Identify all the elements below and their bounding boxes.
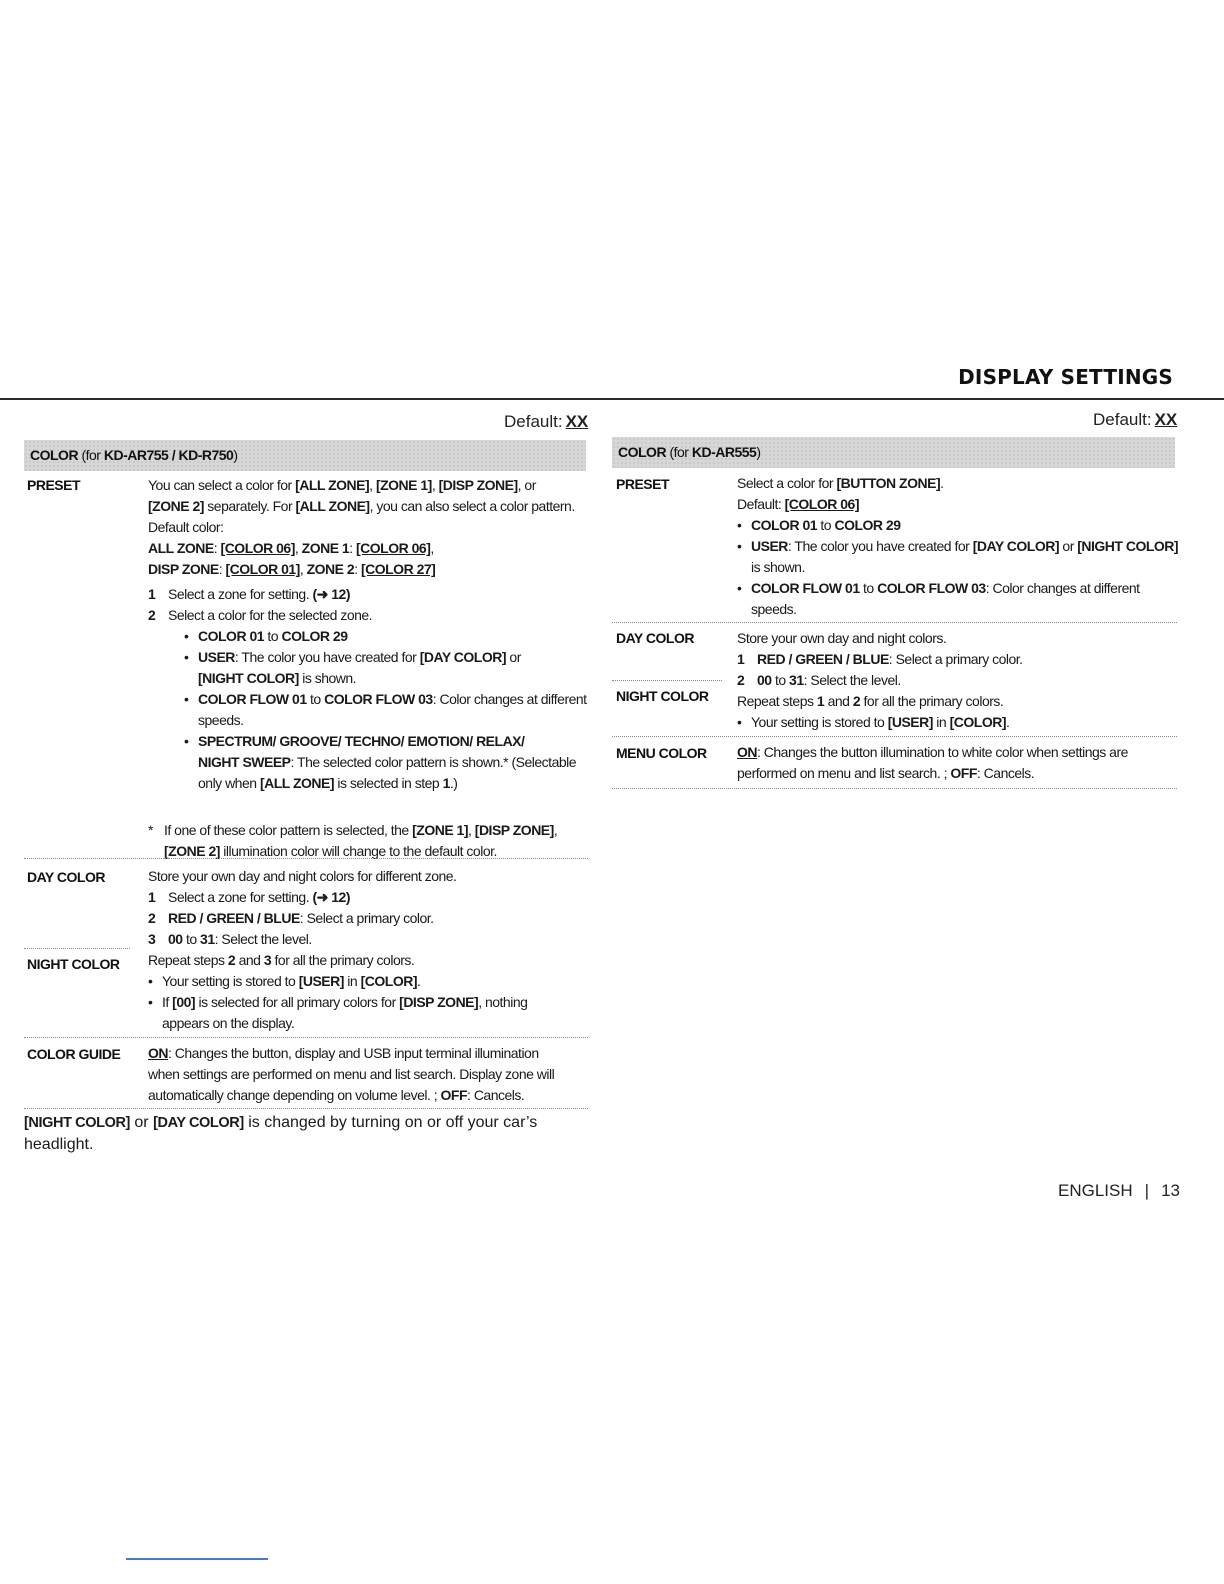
text-fragment: only when (198, 775, 260, 791)
text-line (148, 929, 588, 950)
text-fragment: and (824, 693, 853, 709)
page-footer (1000, 1181, 1180, 1201)
text-fragment: COLOR FLOW 03 (324, 691, 433, 707)
header-color: COLOR (30, 447, 79, 463)
text-fragment: COLOR FLOW 01 (198, 691, 307, 707)
right-menu-color-content (737, 742, 1177, 784)
text-fragment: Select a zone for setting. (168, 889, 313, 905)
header-models: KD-AR755 / KD-R750 (103, 447, 234, 463)
text-fragment: 1 (148, 889, 156, 905)
text-fragment: 1 (737, 651, 745, 667)
text-fragment: 2 (737, 672, 745, 688)
text-fragment: , (553, 822, 558, 838)
text-fragment: Select a color for (737, 475, 837, 491)
text-fragment: 00 (168, 931, 183, 947)
text-fragment: : Color changes at different (432, 691, 587, 707)
text-fragment: . (1006, 714, 1010, 730)
right-day-color-label: DAY COLOR (616, 630, 694, 646)
text-fragment: USER (198, 649, 235, 665)
divider (24, 858, 588, 859)
text-line (148, 908, 588, 929)
text-fragment: DISP ZONE (148, 561, 219, 577)
text-fragment: [COLOR 06] (220, 540, 295, 556)
text-fragment: : Select a primary color. (888, 651, 1023, 667)
text-fragment: to (817, 517, 835, 533)
text-fragment: and (235, 952, 264, 968)
text-fragment: headlight. (24, 1136, 94, 1153)
text-fragment: appears on the display. (162, 1015, 295, 1031)
text-fragment: [NIGHT COLOR] (198, 670, 299, 686)
right-default-label (1093, 410, 1177, 430)
text-fragment: COLOR 29 (834, 517, 901, 533)
text-fragment: COLOR 01 (198, 628, 265, 644)
divider (24, 1037, 588, 1038)
text-fragment: : The selected color pattern is shown.* (Selectable (290, 754, 577, 770)
text-fragment: , you can also select a color pattern. (369, 498, 575, 514)
text-fragment: Select a color for the selected zone. (168, 607, 373, 623)
text-fragment: 00 (757, 672, 772, 688)
text-fragment: ON (148, 1045, 168, 1061)
text-fragment: RED / GREEN / BLUE (168, 910, 300, 926)
text-line (148, 605, 588, 626)
text-fragment: 2 (148, 607, 156, 623)
text-fragment: automatically change depending on volume level. ; (148, 1087, 441, 1103)
text-line (148, 668, 588, 689)
text-fragment: [ZONE 1] (375, 477, 432, 493)
left-day-color-content (148, 866, 588, 950)
footer-separator: | (1144, 1181, 1150, 1200)
text-line (148, 820, 588, 841)
text-fragment: performed on menu and list search. ; (737, 765, 951, 781)
right-night-color-label: NIGHT COLOR (616, 688, 709, 704)
text-fragment: : Changes the button, display and USB input terminal illumination (168, 1045, 539, 1061)
text-fragment: OFF (440, 1087, 468, 1103)
text-fragment: : Color changes at different (985, 580, 1140, 596)
left-color-guide-label: COLOR GUIDE (27, 1046, 121, 1062)
text-fragment: [COLOR 27] (360, 561, 436, 577)
text-fragment: is selected in step (334, 775, 443, 791)
text-line: • SPECTRUM/ GROOVE/ TECHNO/ EMOTION/ RELAX/ (184, 733, 525, 749)
text-fragment: : Cancels. (467, 1087, 525, 1103)
header-models: KD-AR555 (691, 444, 757, 460)
text-fragment: ALL ZONE (148, 540, 214, 556)
text-fragment: or (506, 649, 521, 665)
text-fragment: is shown. (298, 670, 357, 686)
text-fragment: RED / GREEN / BLUE (757, 651, 889, 667)
header-for: (for (81, 447, 104, 463)
text-fragment: to (182, 931, 201, 947)
divider (612, 680, 722, 681)
text-fragment: 2 (148, 910, 156, 926)
text-fragment: for all the primary colors. (271, 952, 415, 968)
text-fragment: : Changes the button illumination to white color when settings are (757, 744, 1128, 760)
text-line (148, 773, 588, 794)
text-fragment: : The color you have created for (234, 649, 420, 665)
text-fragment: is changed by turning on or off your car’s (243, 1114, 538, 1131)
text-fragment: Your setting is stored to (751, 714, 888, 730)
text-fragment: 1 (816, 693, 825, 709)
text-fragment: Repeat steps (148, 952, 228, 968)
text-fragment: 3 (263, 952, 272, 968)
text-fragment: [ZONE 1] (412, 822, 468, 838)
text-fragment: : Select the level. (803, 672, 901, 688)
text-fragment: Select a zone for setting. (168, 586, 313, 602)
text-fragment: to (771, 672, 790, 688)
text-fragment: [COLOR] (949, 714, 1006, 730)
right-preset-content (737, 473, 1177, 620)
header-close: ) (233, 447, 238, 463)
text-line: • COLOR FLOW 01 to COLOR FLOW 03: Color changes at different (184, 691, 587, 707)
divider (612, 736, 1177, 737)
text-line (737, 742, 1177, 763)
headlight-footnote (24, 1112, 604, 1155)
right-menu-color-label: MENU COLOR (616, 745, 707, 761)
text-fragment: [DISP ZONE] (438, 477, 518, 493)
text-line: • COLOR 01 to COLOR 29 (737, 517, 901, 533)
text-line (737, 691, 1177, 712)
text-line (148, 887, 588, 908)
text-fragment: 2 (227, 952, 236, 968)
text-line (148, 584, 588, 605)
text-fragment: [ZONE 2] (164, 843, 220, 859)
text-fragment: in (343, 973, 361, 989)
text-fragment: separately. For (203, 498, 296, 514)
text-fragment: [DAY COLOR] (153, 1115, 244, 1131)
text-line (737, 670, 1177, 691)
text-fragment: [00] (172, 994, 196, 1010)
text-fragment: , nothing (478, 994, 528, 1010)
left-night-color-label: NIGHT COLOR (27, 956, 120, 972)
text-line (148, 950, 588, 971)
text-line (148, 1085, 588, 1106)
header-color: COLOR (618, 444, 667, 460)
text-fragment: [COLOR] (360, 973, 417, 989)
text-fragment: ZONE 1 (301, 540, 350, 556)
text-fragment: illumination color will change to the default color. (219, 843, 497, 859)
text-fragment: [DAY COLOR] (419, 649, 507, 665)
default-value: XX (565, 412, 589, 431)
text-fragment: (➜ 12) (312, 889, 351, 905)
text-fragment: speeds. (198, 712, 244, 728)
text-fragment: : The color you have created for (787, 538, 973, 554)
text-fragment: COLOR FLOW 01 (751, 580, 860, 596)
text-fragment: [DAY COLOR] (972, 538, 1060, 554)
text-line: • COLOR 01 to COLOR 29 (184, 628, 348, 644)
text-fragment: 1 (148, 586, 156, 602)
text-fragment: OFF (950, 765, 977, 781)
default-prefix: Default: (504, 412, 563, 431)
text-fragment: or (129, 1114, 154, 1131)
text-fragment: 31 (789, 672, 804, 688)
text-line: • If [00] is selected for all primary colors for [DISP ZONE], nothing (148, 994, 528, 1010)
text-fragment: * (148, 822, 153, 838)
default-value: XX (1154, 410, 1178, 429)
text-fragment: You can select a color for (148, 477, 296, 493)
default-prefix: Default: (1093, 410, 1152, 429)
text-fragment: [ZONE 2] (148, 498, 204, 514)
text-fragment: is selected for all primary colors for (195, 994, 400, 1010)
text-fragment: NIGHT SWEEP (198, 754, 291, 770)
left-night-color-content (148, 950, 588, 1034)
text-line: • Your setting is stored to [USER] in [COLOR]. (148, 973, 421, 989)
left-default-label (504, 412, 588, 432)
text-fragment: USER (751, 538, 788, 554)
text-fragment: Store your own day and night colors. (737, 630, 947, 646)
text-fragment: : Select the level. (214, 931, 312, 947)
text-line (148, 752, 588, 773)
text-fragment: [ALL ZONE] (295, 498, 370, 514)
text-fragment: 2 (852, 693, 861, 709)
text-fragment: [NIGHT COLOR] (24, 1115, 130, 1131)
text-fragment: [DISP ZONE] (399, 994, 479, 1010)
text-line: ALL ZONE: [COLOR 06], ZONE 1: [COLOR 06], (148, 540, 434, 556)
text-fragment: speeds. (751, 601, 797, 617)
text-fragment: .) (449, 775, 458, 791)
text-fragment: If one of these color pattern is selected, the (164, 822, 413, 838)
text-line: DISP ZONE: [COLOR 01], ZONE 2: [COLOR 27] (148, 561, 436, 577)
text-fragment: [USER] (298, 973, 344, 989)
text-line: • Your setting is stored to [USER] in [COLOR]. (737, 714, 1010, 730)
text-fragment: to (306, 691, 325, 707)
text-fragment: 31 (200, 931, 215, 947)
footer-language: ENGLISH (1058, 1181, 1133, 1200)
text-fragment: for all the primary colors. (860, 693, 1004, 709)
right-day-color-content (737, 628, 1177, 691)
text-fragment: SPECTRUM/ GROOVE/ TECHNO/ EMOTION/ RELAX/ (198, 733, 525, 749)
text-line: • USER: The color you have created for [DAY COLOR] or [NIGHT COLOR] (737, 538, 1179, 554)
text-fragment: , or (517, 477, 536, 493)
text-line (737, 494, 1177, 515)
text-fragment: [NIGHT COLOR] (1077, 538, 1179, 554)
right-preset-label: PRESET (616, 476, 670, 492)
text-line (737, 763, 1177, 784)
text-fragment: when settings are performed on menu and list search. Display zone will (148, 1066, 555, 1082)
left-day-color-label: DAY COLOR (27, 869, 105, 885)
scan-artifact-line (126, 1558, 268, 1560)
text-fragment: : Select a primary color. (299, 910, 434, 926)
text-fragment: [COLOR 01] (225, 561, 300, 577)
text-line (148, 1043, 588, 1064)
text-fragment: [COLOR 06] (784, 496, 859, 512)
text-fragment: , (369, 477, 376, 493)
text-fragment: If (162, 994, 173, 1010)
text-fragment: is shown. (751, 559, 805, 575)
page-number: 13 (1161, 1181, 1180, 1200)
text-fragment: ON (737, 744, 757, 760)
header-close: ) (756, 444, 761, 460)
left-preset-content (148, 475, 588, 862)
left-color-guide-content (148, 1043, 588, 1106)
top-rule (0, 398, 1224, 400)
right-night-color-content (737, 691, 1177, 733)
text-fragment: [USER] (887, 714, 933, 730)
text-fragment: [BUTTON ZONE] (836, 475, 941, 491)
divider (24, 1108, 588, 1109)
text-fragment: [ALL ZONE] (259, 775, 335, 791)
text-line: • USER: The color you have created for [DAY COLOR] or (184, 649, 521, 665)
divider (612, 788, 1177, 789)
text-fragment: [DISP ZONE] (474, 822, 554, 838)
text-fragment: ZONE 2 (306, 561, 355, 577)
left-preset-label: PRESET (27, 477, 81, 493)
text-fragment: [COLOR 06] (356, 540, 431, 556)
right-column-header (612, 437, 1175, 468)
text-fragment: Default: (737, 496, 785, 512)
text-fragment: COLOR 29 (281, 628, 348, 644)
divider (612, 622, 1177, 623)
text-fragment: Repeat steps (737, 693, 817, 709)
text-line: • COLOR FLOW 01 to COLOR FLOW 03: Color changes at different (737, 580, 1140, 596)
text-fragment: 3 (148, 931, 156, 947)
text-fragment: . (417, 973, 421, 989)
text-fragment: 1 (442, 775, 450, 791)
text-fragment: , (431, 477, 439, 493)
header-for: (for (669, 444, 692, 460)
divider (24, 948, 130, 949)
text-fragment: [ALL ZONE] (295, 477, 370, 493)
text-fragment: to (859, 580, 878, 596)
text-fragment: : Cancels. (976, 765, 1035, 781)
text-line (737, 649, 1177, 670)
section-title: DISPLAY SETTINGS (958, 365, 1173, 389)
text-fragment: COLOR 01 (751, 517, 818, 533)
text-fragment: in (932, 714, 950, 730)
text-fragment: (➜ 12) (312, 586, 351, 602)
text-fragment: Your setting is stored to (162, 973, 299, 989)
text-fragment: to (264, 628, 282, 644)
left-column-header (24, 440, 586, 471)
text-fragment: Store your own day and night colors for different zone. (148, 868, 457, 884)
text-fragment: , (468, 822, 475, 838)
text-fragment: COLOR FLOW 03 (877, 580, 986, 596)
text-line (148, 496, 588, 517)
text-line (148, 475, 588, 496)
text-fragment: Default color: (148, 519, 224, 535)
text-line (737, 473, 1177, 494)
text-fragment: . (940, 475, 944, 491)
text-fragment: or (1059, 538, 1078, 554)
